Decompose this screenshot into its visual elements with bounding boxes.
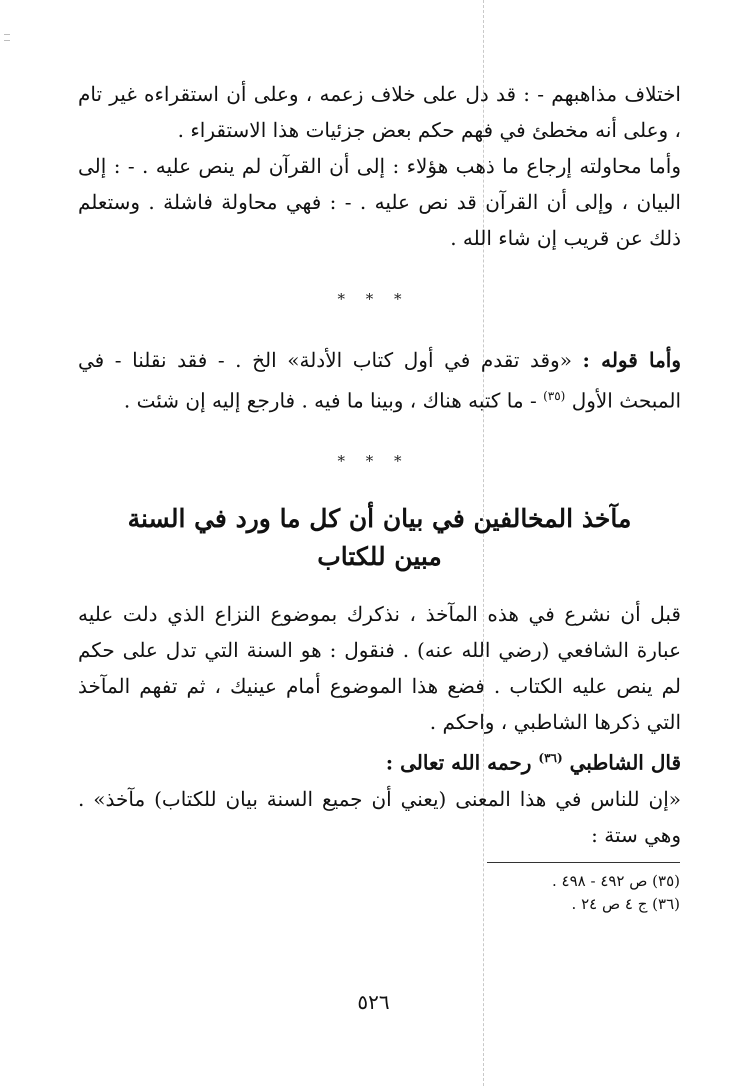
footnote-ref-36: (٣٦) <box>538 751 563 765</box>
footnotes <box>430 870 680 916</box>
amma-qawluhu-text-end: - ما كتبه هناك ، وبينا ما فيه . فارجع إليه إن شئت . <box>123 388 537 413</box>
amma-qawluhu-text: «وقد تقدم في أول كتاب الأدلة» الخ . - فقد نقلنا - في المبحث الأول <box>78 348 681 413</box>
scan-edge-mark <box>4 40 10 41</box>
section-title <box>78 500 681 576</box>
section-title-line-2: مبين للكتاب <box>317 542 442 571</box>
shatibi-heading <box>78 740 681 781</box>
section-separator: * * * <box>337 452 410 470</box>
footnote-divider <box>487 862 680 863</box>
shatibi-quote: «إن للناس في هذا المعنى (يعني أن جميع السنة بيان للكتاب) مآخذ» . وهي ستة : <box>78 786 681 847</box>
opening-text-block <box>78 76 681 256</box>
intro-paragraph: قبل أن نشرع في هذه المآخذ ، نذكرك بموضوع النزاع الذي دلت عليه عبارة الشافعي (رضي الله عنه) . فنقول : هو السنة التي تدل على حكم لم ينص عليه الكتاب . فضع هذا الموضوع أمام عينيك ، ثم تفهم المآخذ التي ذكرها الشاطبي ، واحكم . <box>78 602 681 734</box>
body-text-block <box>78 596 681 853</box>
amma-qawluhu-paragraph <box>78 342 681 419</box>
page-number: ٥٢٦ <box>357 990 390 1014</box>
section-separator: * * * <box>337 290 410 308</box>
shatibi-name: قال الشاطبي <box>569 750 681 775</box>
paragraph-muhawala: وأما محاولته إرجاع ما ذهب هؤلاء : إلى أن القرآن لم ينص عليه . - : إلى البيان ، وإلى أن القرآن قد نص عليه . - : فهي محاولة فاشلة . وستعلم ذلك عن قريب إن شاء الله . <box>78 154 681 250</box>
shatibi-heading-rest: رحمه الله تعالى : <box>385 750 532 775</box>
section-title-line-1: مآخذ المخالفين في بيان أن كل ما ورد في السنة <box>127 504 632 533</box>
footnote-ref-35: (٣٥) <box>543 389 566 403</box>
scan-edge-mark <box>4 34 10 35</box>
paragraph-istiqra: اختلاف مذاهبهم - : قد دل على خلاف زعمه ، وعلى أن استقراءه غير تام ، وعلى أنه مخطئ في فهم حكم بعض جزئيات هذا الاستقراء . <box>78 82 681 142</box>
amma-qawluhu-block <box>78 342 681 419</box>
footnote-35: (٣٥) ص ٤٩٢ - ٤٩٨ . <box>551 872 680 890</box>
footnote-36: (٣٦) ج ٤ ص ٢٤ . <box>571 895 680 913</box>
amma-qawluhu-lead: وأما قوله : <box>582 348 682 372</box>
